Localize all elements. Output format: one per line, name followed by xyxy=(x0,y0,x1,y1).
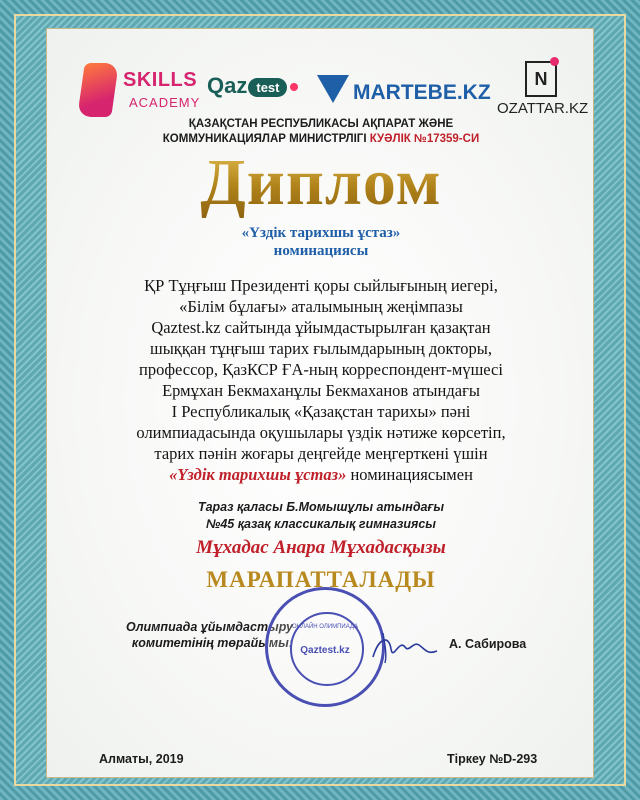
qaztest-logo xyxy=(207,73,298,99)
skills-academy-logo xyxy=(81,61,201,123)
ministry-header xyxy=(47,117,595,147)
ozattar-logo xyxy=(497,61,589,123)
qaztest-logo-prefix: Qaz xyxy=(207,73,248,98)
logo-row xyxy=(47,59,595,125)
body-line: «Білім бұлағы» аталымының жеңімпазы xyxy=(179,297,463,316)
diploma-body-text xyxy=(75,275,567,485)
body-line: профессор, ҚазКСР ҒА-ның корреспондент-мүшесі xyxy=(139,360,503,379)
school-line-1: Тараз қаласы Б.Момышұлы атындағы xyxy=(197,500,445,514)
signature-label xyxy=(83,619,293,651)
stamp-small-text: ОНЛАЙН ОЛИМПИАДА xyxy=(292,624,358,630)
nomination-word: номинациясы xyxy=(273,243,369,259)
body-line: тарих пәнін жоғары деңгейде меңгерткені үшін xyxy=(154,444,488,463)
recipient-name: Мұхадас Анара Мұхадасқызы xyxy=(196,537,446,558)
body-line: шыққан тұңғыш тарих ғылымдарының докторы, xyxy=(150,339,492,358)
body-line-tail: номинациясымен xyxy=(346,465,473,484)
martebe-logo xyxy=(317,73,491,113)
ministry-line-2: КОММУНИКАЦИЯЛАР МИНИСТРЛІГІ xyxy=(162,133,367,145)
diploma-title: Диплом xyxy=(47,145,595,221)
martebe-logo-text: MARTEBE.KZ xyxy=(353,81,491,104)
school-info xyxy=(47,499,595,533)
city-year: Алматы, 2019 xyxy=(99,752,184,766)
school-line-2: №45 қазақ классикалық гимназиясы xyxy=(206,517,436,531)
academy-logo-text: ACADEMY xyxy=(129,95,201,110)
qaztest-dot-icon xyxy=(290,83,298,91)
nomination-name: «Үздік тарихшы ұстаз» xyxy=(241,225,401,241)
body-line: ҚР Тұңғыш Президенті қоры сыйлығының иегері, xyxy=(144,276,498,295)
body-line: І Республикалық «Қазақстан тарихы» пәні xyxy=(171,402,471,421)
body-line: олимпиадасында оқушылары үздік нәтиже көрсетіп, xyxy=(136,423,506,442)
signature-label-line-1: Олимпиада ұйымдастыру xyxy=(126,620,293,634)
official-stamp xyxy=(265,587,385,707)
ministry-line-1: ҚАЗАҚСТАН РЕСПУБЛИКАСЫ АҚПАРАТ ЖӘНЕ xyxy=(188,118,454,130)
license-number: КУӘЛІК №17359-СИ xyxy=(369,133,480,145)
registration-number: Тіркеу №D-293 xyxy=(447,752,538,766)
award-word: МАРАПАТТАЛАДЫ xyxy=(206,567,436,592)
body-nomination-highlight: «Үздік тарихшы ұстаз» xyxy=(169,465,347,484)
ozattar-mark-icon: N xyxy=(525,61,557,97)
signer-name: А. Сабирова xyxy=(449,637,527,651)
diploma-paper xyxy=(46,28,594,778)
body-line: Qaztest.kz сайтында ұйымдастырылған қазақтан xyxy=(151,318,491,337)
body-line: Ермұхан Бекмаханұлы Бекмаханов атындағы xyxy=(162,381,480,400)
martebe-bird-icon xyxy=(317,75,349,103)
nomination-heading xyxy=(47,224,595,260)
handwritten-signature-icon xyxy=(369,627,441,667)
qaztest-logo-pill: test xyxy=(248,78,287,97)
ozattar-logo-text: OZATTAR.KZ xyxy=(497,100,589,117)
skills-academy-mark-icon xyxy=(77,63,119,117)
skills-logo-text: SKILLS xyxy=(123,69,198,91)
signature-label-line-2: комитетінің төрайымы: xyxy=(131,636,293,650)
stamp-brand-text: Qaztest.kz xyxy=(300,645,350,656)
